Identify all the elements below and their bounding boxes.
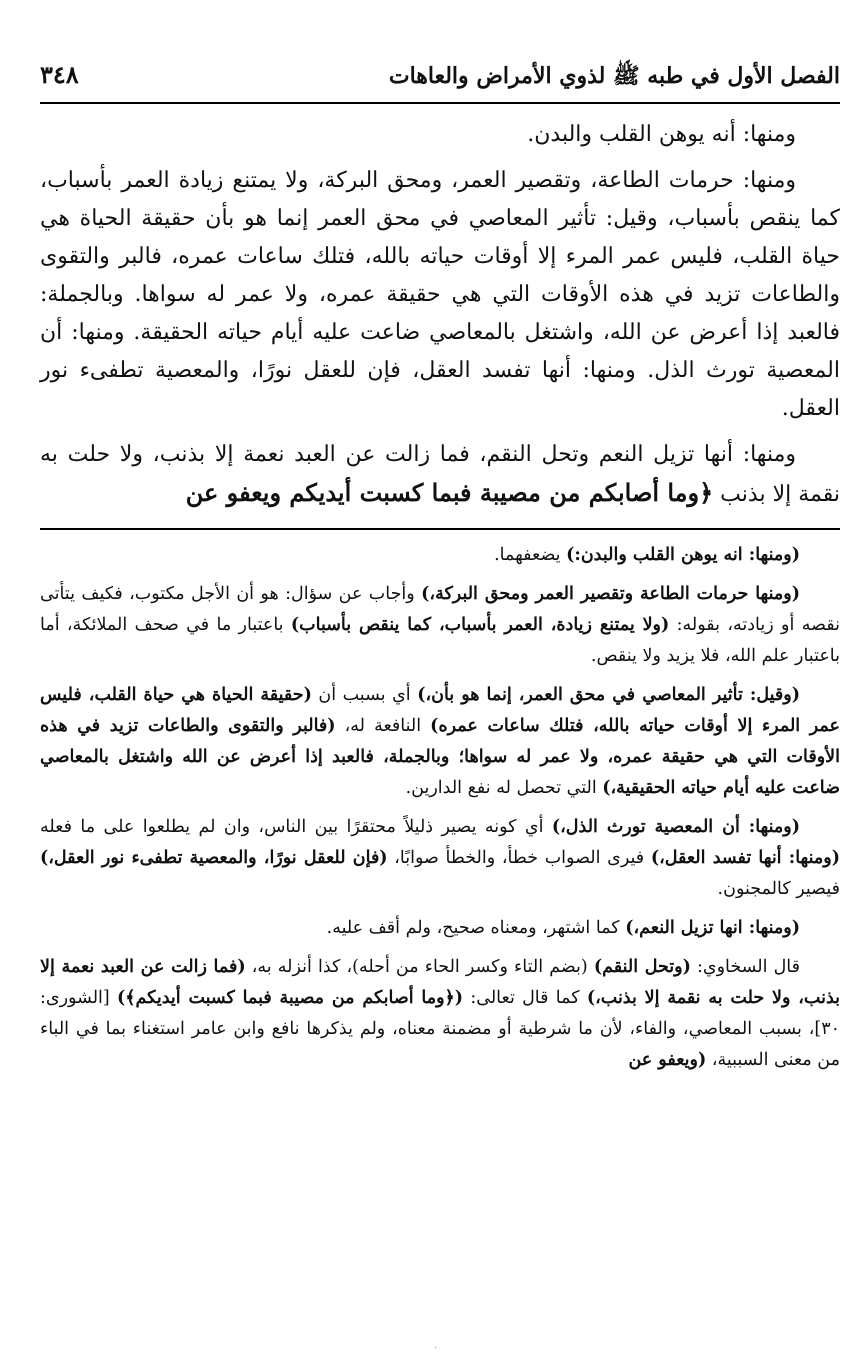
- quoted-matn: (ويعفو عن: [628, 1050, 707, 1070]
- quoted-matn: (ولا يمتنع زيادة، العمر بأسباب، كما ينقص بأسباب): [290, 615, 670, 635]
- main-paragraph: ومنها: أنه يوهن القلب والبدن.: [527, 122, 796, 147]
- main-paragraph: ومنها: حرمات الطاعة، وتقصير العمر، ومحق البركة، ولا يمتنع زيادة العمر بأسباب، كما ينقص بأسباب، وقيل: تأثير المعاصي في محق العمر إنما هو بأن حقيقة الحياة هي حياة القلب، فليس عمر المرء إلا أوقات حياته بالله، فتلك ساعات عمره، فالبر والتقوى والطاعات تزيد في هذه الأوقات التي هي حقيقة عمره، ولا عمر له سواها. وبالجملة: فالعبد إذا أعرض عن الله، واشتغل بالمعاصي ضاعت عليه أيام حياته الحقيقة. ومنها: أن المعصية تورث الذل. ومنها: أنها تفسد العقل، فإن للعقل نورًا، والمعصية تطفىء نور العقل.: [40, 168, 840, 421]
- quoted-matn: (فإن للعقل نورًا، والمعصية تطفىء نور العقل،): [40, 848, 388, 868]
- commentary-run: [الشورى: ٣٠]، بسبب المعاصي، والفاء، لأن ما شرطية أو مضمنة معناه، ولم يذكرها نافع وابن عامر استغناء بما في الباء من معنى السببية،: [40, 988, 840, 1070]
- quoted-matn: (ومنها حرمات الطاعة وتقصير العمر ومحق البركة،): [421, 584, 800, 604]
- commentary-run: يضعفهما.: [494, 545, 567, 565]
- main-paragraph: [40, 436, 840, 514]
- commentary-paragraph: [40, 579, 840, 672]
- commentary: [40, 530, 840, 1076]
- commentary-paragraph: [40, 913, 840, 944]
- commentary-run: فيرى الصواب خطأ، والخطأ صوابًا،: [387, 848, 651, 868]
- quoted-matn: (فالبر والتقوى والطاعات تزيد في هذه الأوقات التي هي حقيقة عمره، ولا عمر له سواها؛ وبالجملة، فالعبد إذا أعرض عن الله واشتغل بالمعاصي ضاعت عليه أيام حياته الحقيقية،): [40, 716, 840, 798]
- commentary-run: النافعة له،: [335, 716, 431, 736]
- quoted-matn: (وقيل: تأثير المعاصي في محق العمر، إنما هو بأن،): [417, 685, 800, 705]
- commentary-run: قال السخاوي:: [690, 957, 800, 977]
- quoted-matn: (ومنها: انها تزيل النعم،): [625, 918, 800, 938]
- commentary-run: وأجاب عن سؤال: هو أن الأجل مكتوب، فكيف يتأتى نقصه أو زيادته، بقوله:: [40, 584, 840, 635]
- page-number: ٣٤٨: [40, 60, 79, 89]
- commentary-run: فيصير كالمجنون.: [717, 879, 840, 899]
- main-text: [40, 104, 840, 514]
- scan-mark: ·: [434, 1343, 438, 1354]
- commentary-paragraph: [40, 680, 840, 804]
- running-title: الفصل الأول في طبه ﷺ لذوي الأمراض والعاهات: [388, 63, 840, 89]
- commentary-paragraph: [40, 540, 840, 571]
- commentary-run: أي بسبب أن: [311, 685, 418, 705]
- commentary-run: كما قال تعالى:: [463, 988, 587, 1008]
- page-header: [40, 60, 840, 102]
- quoted-matn: (حقيقة الحياة هي حياة القلب، فليس عمر المرء إلا أوقات حياته بالله، فتلك ساعات عمره): [40, 685, 840, 736]
- commentary-run: كما اشتهر، ومعناه صحيح، ولم أقف عليه.: [326, 918, 626, 938]
- commentary-run: (بضم التاء وكسر الحاء من أحله)، كذا أنزله به،: [245, 957, 594, 977]
- commentary-run: التي تحصل له نفع الدارين.: [405, 778, 603, 798]
- commentary-paragraph: [40, 952, 840, 1076]
- quoted-matn: (فما زالت عن العبد نعمة إلا بذنب، ولا حلت به نقمة إلا بذنب،): [40, 957, 840, 1008]
- quoted-matn: (وتحل النقم): [593, 957, 691, 977]
- quoted-matn: (ومنها: انه يوهن القلب والبدن:): [566, 545, 800, 565]
- commentary-paragraph: [40, 812, 840, 905]
- quoted-matn: (ومنها: أنها تفسد العقل،): [650, 848, 840, 868]
- quoted-matn: (﴿وما أصابكم من مصيبة فبما كسبت أيديكم﴾): [117, 988, 464, 1008]
- commentary-run: أي كونه يصير ذليلاً محتقرًا بين الناس، وان لم يطلعوا على ما فعله: [40, 817, 552, 837]
- quoted-matn: (ومنها: أن المعصية تورث الذل،): [551, 817, 800, 837]
- commentary-run: باعتبار ما في صحف الملائكة، أما باعتبار علم الله، فلا يزيد ولا ينقص.: [40, 615, 840, 666]
- quran-quote: ﴿وما أصابكم من مصيبة فبما كسبت أيديكم ويعفو عن: [185, 478, 714, 507]
- main-text-run: ومنها: أنها تزيل النعم وتحل النقم، فما زالت عن العبد نعمة إلا بذنب، ولا حلت به نقمة إلا بذنب: [40, 442, 840, 507]
